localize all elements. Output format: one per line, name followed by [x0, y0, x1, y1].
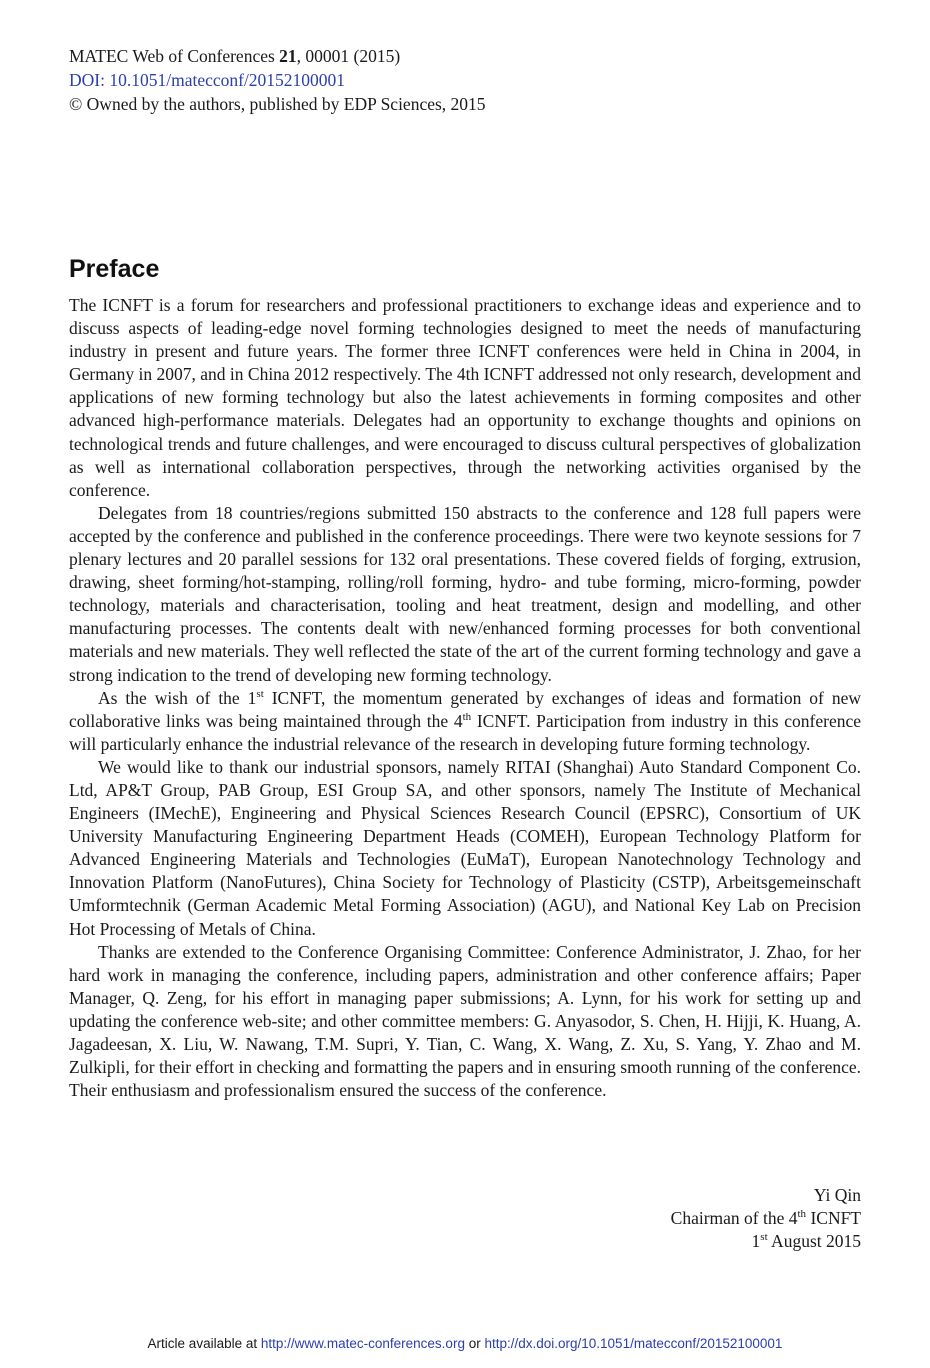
page-title: Preface: [69, 255, 160, 283]
ordinal-suffix: st: [256, 687, 264, 700]
author-name: Yi Qin: [813, 1185, 861, 1205]
signature-block: [671, 1184, 861, 1254]
paragraph-2: Delegates from 18 countries/regions submitted 150 abstracts to the conference and 128 full papers were accepted by the conference and published in the conference proceedings. There were two keynote sessions for 7 plenary lectures and 20 parallel sessions for 132 oral presentations. These covered fields of forging, extrusion, drawing, sheet forming/hot-stamping, rolling/roll forming, hydro- and tube forming, micro-forming, powder technology, materials and characterisation, tooling and heat treatment, design and modelling, and other manufacturing processes. The contents dealt with new/enhanced forming processes for both conventional materials and new materials. They well reflected the state of the art of the current forming technology and gave a strong indication to the trend of developing new forming technology.: [69, 502, 861, 685]
footer-middle: or: [464, 1336, 485, 1351]
doi-link[interactable]: DOI: 10.1051/matecconf/20152100001: [69, 70, 346, 90]
paragraph-4: We would like to thank our industrial sponsors, namely RITAI (Shanghai) Auto Standard Component Co. Ltd, AP&T Group, PAB Group, ESI Group SA, and other sponsors, namely The Institute of Mechanical Engineers (IMechE), Engineering and Physical Sciences Research Council (EPSRC), Consortium of UK University Manufacturing Engineering Department Heads (COMEH), European Technology Platform for Advanced Engineering Materials and Technologies (EuMaT), European Nanotechnology Technology and Innovation Platform (NanoFutures), China Society for Technology of Plasticity (CSTP), Arbeitsgemeinschaft Umformtechnik (German Academic Metal Forming Association) (AGU), and National Key Lab on Precision Hot Processing of Metals of China.: [69, 756, 861, 939]
paragraph-5: Thanks are extended to the Conference Organising Committee: Conference Administrator, J. Zhao, for her hard work in managing the conference, including papers, administration and other conference affairs; Paper Manager, Q. Zeng, for his effort in managing paper submissions; A. Lynn, for his work for setting up and updating the conference web-site; and other committee members: G. Anyasodor, S. Chen, H. Hijji, K. Huang, A. Jagadeesan, X. Liu, W. Nawang, T.M. Supri, Y. Tian, C. Wang, X. Wang, Z. Xu, S. Yang, Y. Zhao and M. Zulkipli, for their effort in checking and formatting the papers and in ensuring smooth running of the conference. Their enthusiasm and professionalism ensured the success of the conference.: [69, 941, 861, 1101]
date-month-year: August 2015: [767, 1231, 861, 1252]
paragraph-3: [69, 687, 861, 756]
page-header: [69, 44, 486, 116]
paragraph-3-part-c: ICNFT. Participation from industry in this conference will particularly enhance the industrial relevance of the research in developing future forming technology.: [69, 710, 861, 754]
copyright-notice: © Owned by the authors, published by EDP Sciences, 2015: [69, 94, 486, 114]
ordinal-suffix: th: [462, 710, 472, 723]
author-role: [671, 1207, 861, 1230]
ordinal-suffix: th: [797, 1208, 807, 1221]
journal-citation: [69, 44, 486, 68]
date-day: 1: [751, 1231, 761, 1252]
preface-body: [69, 294, 861, 1102]
page-footer: [0, 1336, 930, 1351]
journal-volume: 21: [279, 46, 297, 66]
journal-website-link[interactable]: http://www.matec-conferences.org: [260, 1336, 465, 1351]
paragraph-1: The ICNFT is a forum for researchers and professional practitioners to exchange ideas and experience and to discuss aspects of leading-edge novel forming technologies designed to meet the needs of manufacturing industry in present and future years. The former three ICNFT conferences were held in China in 2004, in Germany in 2007, and in China 2012 respectively. The 4th ICNFT addressed not only research, development and applications of new forming technology but also the latest achievements in forming composites and other advanced high-performance materials. Delegates had an opportunity to exchange thoughts and opinions on technological trends and future challenges, and were encouraged to discuss cultural perspectives of globalization as well as international collaboration perspectives, through the networking activities organised by the conference.: [69, 295, 861, 500]
author-role-conference: ICNFT: [806, 1208, 861, 1229]
doi-url-link[interactable]: http://dx.doi.org/10.1051/matecconf/20152100001: [484, 1336, 783, 1351]
journal-name: MATEC Web of Conferences: [69, 46, 280, 66]
article-number: , 00001 (2015): [296, 46, 401, 66]
ordinal-suffix: st: [760, 1231, 768, 1244]
footer-prefix: Article available at: [147, 1336, 261, 1351]
author-role-text: Chairman of the 4: [670, 1208, 798, 1229]
paragraph-3-part-a: As the wish of the 1: [98, 687, 257, 708]
signature-date: [671, 1230, 861, 1253]
paragraph-3-part-b: ICNFT, the momentum generated by exchanges of ideas and formation of new collaborative links was being maintained through the 4: [69, 687, 861, 731]
